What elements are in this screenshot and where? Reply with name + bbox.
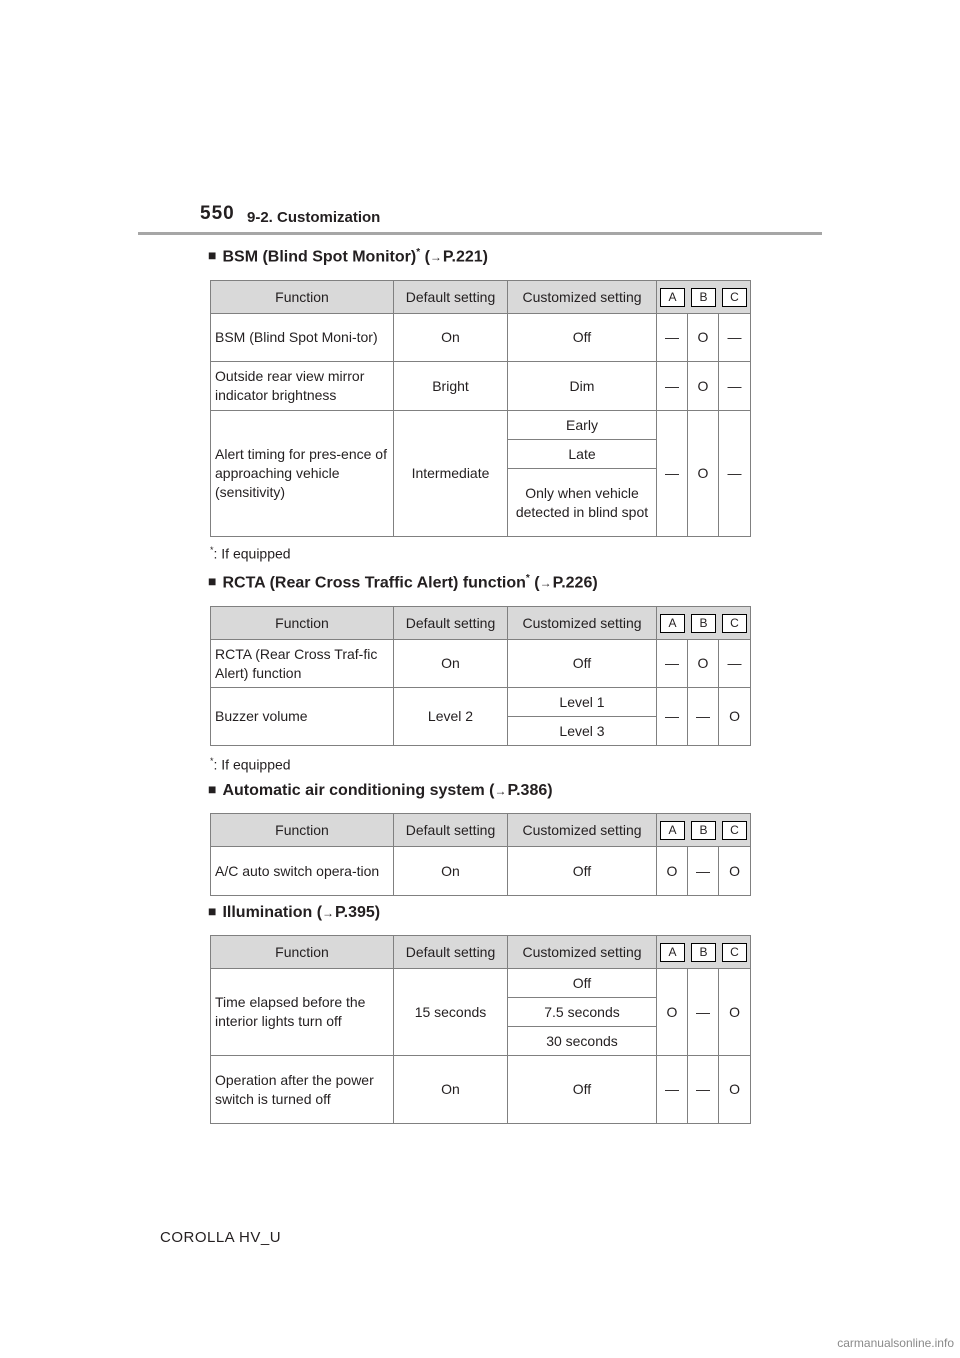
col-b-cell: — (688, 969, 719, 1056)
heading-rcta: ■ RCTA (Rear Cross Traffic Alert) function* (→P.226) (208, 573, 598, 592)
custom-cell: Level 1 (508, 688, 657, 717)
footnote-if-equipped: *: If equipped (210, 756, 291, 773)
col-a-cell: — (657, 362, 688, 411)
col-a-cell: O (657, 847, 688, 896)
col-a-cell: — (657, 314, 688, 362)
arrow-right-icon: → (322, 906, 335, 920)
custom-cell: 7.5 seconds (508, 998, 657, 1027)
illumination-settings-table (210, 935, 751, 1124)
table-header-row (211, 936, 751, 969)
custom-cell: Only when vehicle detected in blind spot (508, 469, 657, 537)
col-a-cell: — (657, 688, 688, 746)
square-bullet-icon: ■ (208, 573, 217, 590)
custom-cell: Off (508, 847, 657, 896)
air-conditioning-settings-table (210, 813, 751, 896)
col-a-cell: O (657, 969, 688, 1056)
page-reference-link[interactable]: P.395) (335, 904, 381, 921)
column-header-function: Function (211, 814, 394, 847)
table-row (211, 362, 751, 411)
col-a-cell: — (657, 411, 688, 537)
rcta-settings-table (210, 606, 751, 746)
default-cell: On (394, 314, 508, 362)
table-row (211, 1056, 751, 1124)
key-c-box: C (722, 288, 747, 307)
square-bullet-icon: ■ (208, 781, 217, 797)
col-b-cell: O (688, 362, 719, 411)
column-header-function: Function (211, 607, 394, 640)
col-c-cell: — (719, 314, 751, 362)
col-c-cell: O (719, 688, 751, 746)
square-bullet-icon: ■ (208, 903, 217, 919)
key-a-box: A (660, 821, 685, 840)
function-cell: BSM (Blind Spot Moni-tor) (211, 314, 394, 362)
key-c-box: C (722, 943, 747, 962)
table-row (211, 847, 751, 896)
col-b-cell: O (688, 411, 719, 537)
default-cell: Bright (394, 362, 508, 411)
square-bullet-icon: ■ (208, 247, 217, 264)
custom-cell: 30 seconds (508, 1027, 657, 1056)
key-c-box: C (722, 614, 747, 633)
column-header-default: Default setting (394, 281, 508, 314)
page-number: 550 (200, 203, 235, 224)
arrow-right-icon: → (494, 784, 507, 798)
table-row (211, 411, 751, 440)
key-b-box: B (691, 288, 716, 307)
custom-cell: Dim (508, 362, 657, 411)
custom-cell: Off (508, 1056, 657, 1124)
function-cell: RCTA (Rear Cross Traf-fic Alert) function (211, 640, 394, 688)
column-header-abc (657, 281, 751, 314)
column-header-function: Function (211, 936, 394, 969)
default-cell: On (394, 1056, 508, 1124)
custom-cell: Off (508, 640, 657, 688)
key-a-box: A (660, 288, 685, 307)
heading-bsm: ■ BSM (Blind Spot Monitor)* (→P.221) (208, 247, 488, 266)
column-header-abc (657, 607, 751, 640)
arrow-right-icon: → (539, 576, 552, 591)
key-a-box: A (660, 614, 685, 633)
page-reference-link[interactable]: P.386) (507, 782, 553, 799)
column-header-customized: Customized setting (508, 281, 657, 314)
column-header-default: Default setting (394, 936, 508, 969)
column-header-customized: Customized setting (508, 607, 657, 640)
custom-cell: Early (508, 411, 657, 440)
watermark: carmanualsonline.info (837, 1336, 954, 1350)
heading-air-conditioning: ■ Automatic air conditioning system (→P.386) (208, 781, 553, 799)
function-cell: Alert timing for pres-ence of approaching vehicle (sensitivity) (211, 411, 394, 537)
table-header-row (211, 814, 751, 847)
table-row (211, 640, 751, 688)
key-b-box: B (691, 614, 716, 633)
column-header-abc (657, 936, 751, 969)
key-c-box: C (722, 821, 747, 840)
section-title: 9-2. Customization (247, 209, 381, 226)
column-header-function: Function (211, 281, 394, 314)
function-cell: Buzzer volume (211, 688, 394, 746)
column-header-customized: Customized setting (508, 936, 657, 969)
default-cell: Level 2 (394, 688, 508, 746)
function-cell: Time elapsed before the interior lights turn off (211, 969, 394, 1056)
col-b-cell: O (688, 314, 719, 362)
col-c-cell: O (719, 1056, 751, 1124)
default-cell: Intermediate (394, 411, 508, 537)
custom-cell: Level 3 (508, 717, 657, 746)
col-c-cell: O (719, 969, 751, 1056)
custom-cell: Late (508, 440, 657, 469)
key-b-box: B (691, 821, 716, 840)
table-row (211, 314, 751, 362)
default-cell: 15 seconds (394, 969, 508, 1056)
col-b-cell: — (688, 688, 719, 746)
header-divider (138, 232, 822, 235)
col-c-cell: — (719, 640, 751, 688)
column-header-default: Default setting (394, 814, 508, 847)
column-header-default: Default setting (394, 607, 508, 640)
col-a-cell: — (657, 640, 688, 688)
page-reference-link[interactable]: P.221) (442, 248, 488, 266)
function-cell: A/C auto switch opera-tion (211, 847, 394, 896)
col-c-cell: — (719, 362, 751, 411)
key-a-box: A (660, 943, 685, 962)
heading-illumination: ■ Illumination (→P.395) (208, 903, 381, 921)
column-header-abc (657, 814, 751, 847)
column-header-customized: Customized setting (508, 814, 657, 847)
custom-cell: Off (508, 969, 657, 998)
custom-cell: Off (508, 314, 657, 362)
footnote-if-equipped: *: If equipped (210, 545, 291, 562)
col-b-cell: — (688, 847, 719, 896)
model-footer: COROLLA HV_U (160, 1229, 282, 1246)
col-a-cell: — (657, 1056, 688, 1124)
col-c-cell: — (719, 411, 751, 537)
arrow-right-icon: → (429, 250, 442, 265)
default-cell: On (394, 640, 508, 688)
col-c-cell: O (719, 847, 751, 896)
table-header-row (211, 281, 751, 314)
table-row (211, 688, 751, 717)
page-reference-link[interactable]: P.226) (552, 574, 598, 592)
col-b-cell: — (688, 1056, 719, 1124)
function-cell: Operation after the power switch is turned off (211, 1056, 394, 1124)
table-row (211, 969, 751, 998)
key-b-box: B (691, 943, 716, 962)
col-b-cell: O (688, 640, 719, 688)
bsm-settings-table (210, 280, 751, 537)
table-header-row (211, 607, 751, 640)
default-cell: On (394, 847, 508, 896)
function-cell: Outside rear view mirror indicator brightness (211, 362, 394, 411)
